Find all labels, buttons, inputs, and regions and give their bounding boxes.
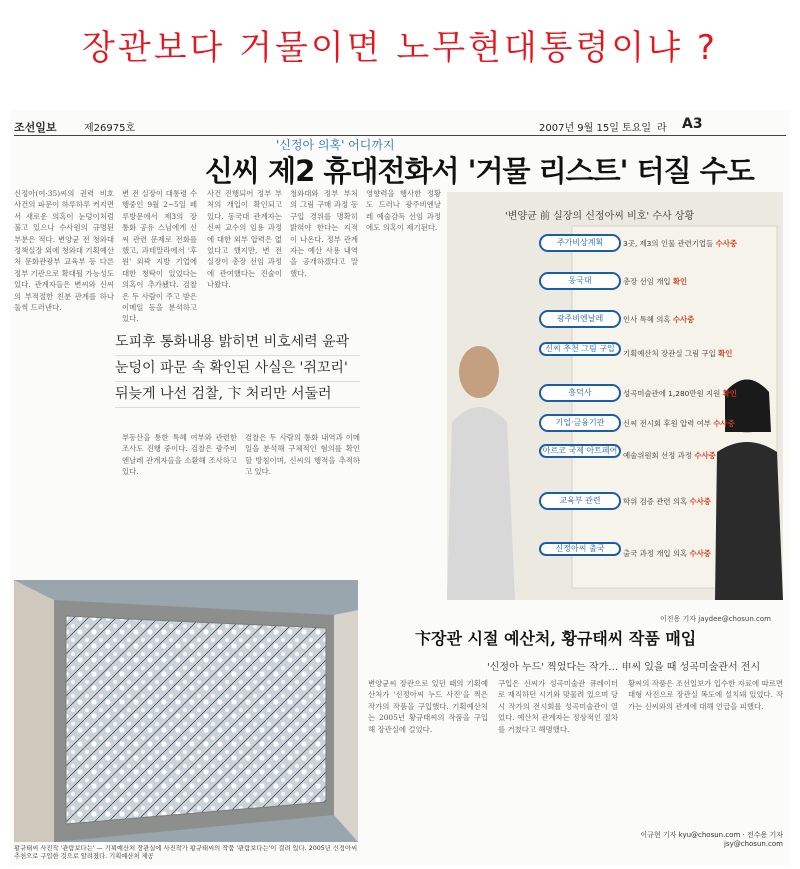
pull-quote (115, 330, 360, 428)
flow-detail: 3곳, 제3의 인물 관련기업들 수사중 (623, 239, 737, 248)
body-column-2: 변 전 실장이 대통령 수행중인 9월 2~5일 페루방문에서 제3의 장 통화 공유 스님에게 신씨 관련 문제로 전화를 했고, 과테말라에서 '후원' 외곽 지방 기업에 대한 청탁이 있었다는 의혹이 추가됐다. 검찰은 두 사람이 주고 받은 이메일 등을 분석하고 있다. (122, 189, 197, 323)
masthead (14, 117, 786, 136)
flow-detail: 신씨 전시회 후원 압력 여부 수사중 (623, 419, 735, 428)
kicker: '신정아 의혹' 어디까지 (276, 138, 395, 152)
pull-quote-line: 도피후 통화내용 밝히면 비호세력 윤곽 (115, 330, 360, 356)
flow-detail: 출국 과정 개입 의혹 수사중 (623, 549, 711, 558)
sub-kicker: '신정아 누드' 찍었다는 작가… 申씨 있을 때 성곡미술관서 전시 (487, 662, 761, 673)
flow-item: 흥덕사 (539, 384, 621, 402)
flow-detail: 총장 선임 개입 확인 (623, 277, 688, 286)
flow-item: 신정아씨 출국 (539, 542, 621, 556)
sub-body-column-2: 구입은 신씨가 성곡미술관 큐레이터로 재직하던 시기와 맞물려 있으며 당시 작가의 전시회를 성곡미술관이 열었다. 예산처 관계자는 정상적인 절차를 거쳤다고 해명했다. (498, 679, 618, 734)
graphic-title: '변양균 前 실장의 신정아씨 비호' 수사 상황 (505, 211, 695, 222)
flow-item: 광주비엔날레 (539, 310, 621, 328)
gallery-photo (14, 580, 358, 842)
sub-body-column-3: 황씨의 작품은 조선일보가 입수한 자료에 따르면 대형 사진으로 장관실 복도에 설치돼 있었다. 작가는 신씨와의 관계에 대해 언급을 피했다. (628, 679, 783, 711)
headline: 신씨 제2 휴대전화서 '거물 리스트' 터질 수도 (205, 154, 754, 188)
investigation-graphic (447, 192, 783, 600)
flow-detail: 기획예산처 장관실 그림 구입 확인 (623, 349, 733, 358)
flow-item: 교육부 관련 (539, 492, 621, 510)
paper-name: 조선일보 (14, 121, 57, 134)
body-column-1: 신정아(여·35)씨의 권력 비호 사건의 파문이 하루하루 커지면서 새로운 의혹이 눈덩이처럼 불고 있으나 수사원의 규명된 부분은 적다. 변양균 전 청와대 정책실장 외에 청와대 기획예산처 문화관광부 교육부 등 다른 정부 기관으로 확대될 가능성도 있다. 관계자들은 변씨와 신씨의 부적절한 친분 관계를 하나둘씩 드러낸다. (14, 189, 114, 313)
flow-item: 기업·금융기관 (539, 414, 621, 432)
flow-detail: 학위 검증 관련 의혹 수사중 (623, 497, 711, 506)
flow-item: 신씨 추천 그림 구입 (539, 342, 621, 356)
issue-number: 제26975호 (84, 123, 136, 134)
body-column-5: 영향력을 행사한 정황도 드러나 광주비엔날레 예술감독 선임 과정에도 의혹이 제기된다. (366, 189, 441, 233)
body-column-3: 사건 진행되어 정부 부처의 개입이 확인되고 있다. 동국대 관계자는 신씨 교수의 임용 과정에 대한 외부 압력은 없었다고 했지만, 변 전 실장이 총장 선임 과정에 관여했다는 진술이 나왔다. (207, 189, 282, 290)
pull-quote-line: 눈덩이 파문 속 확인된 사실은 '쥐꼬리' (115, 356, 360, 382)
photo-caption: 황규태씨 사진작 '관람보다는' — 기획예산처 장관실에 사진작가 황규태씨의 작품 '관람보다는'이 걸려 있다. 2005년 신정아씨 추천으로 구입한 것으로 알려졌다. 기획예산처 제공 (14, 845, 358, 860)
woman-coat (715, 442, 783, 600)
body-column-7: 검찰은 두 사람의 통화 내역과 이메일을 분석해 구체적인 혐의를 확인할 방침이며, 신씨의 행적을 추적하고 있다. (245, 433, 360, 477)
flow-item: 동국대 (539, 272, 621, 290)
issue-date: 2007년 9월 15일 토요일 (539, 123, 652, 134)
sub-body-column-1: 변양균씨 장관으로 있던 때의 기획예산처가 '신정아씨 누드 사진'을 찍은 작가의 작품을 구입했다. 기획예산처는 2005년 황규태씨의 작품을 구입해 장관실에 걸었다. (368, 679, 488, 734)
body-column-4: 청와대와 정부 부처의 그림 구매 과정 등 구입 경위를 명확히 밝혀야 한다는 지적이 나온다. 정부 관계자는 예산 사용 내역을 공개하겠다고 말했다. (290, 189, 358, 278)
sub-credit: 이규현 기자 kyu@chosun.com · 전수용 기자 jsy@chosun.com (640, 831, 783, 848)
body-column-6: 부동산을 통한 특혜 여부와 관련한 조사도 진행 중이다. 검찰은 광주비엔날레 관계자들을 소환해 조사하고 있다. (122, 433, 237, 477)
flow-detail: 인사 특혜 의혹 수사중 (623, 315, 695, 324)
page-number: A3 (682, 116, 703, 132)
flow-detail: 예술위원회 선정 과정 수사중 (623, 451, 716, 460)
section-label: 라 (657, 123, 667, 134)
man-shirt (447, 407, 515, 600)
pull-quote-line: 뒤늦게 나선 검찰, 卞 처리만 서둘러 (115, 382, 360, 408)
sub-headline: 卞장관 시절 예산처, 황규태씨 작품 매입 (415, 629, 697, 648)
man-face (459, 346, 499, 398)
flow-detail: 성곡미술관에 1,280만원 지원 확인 (623, 389, 737, 398)
gallery-photo-image (14, 580, 358, 842)
flow-item: 아르코 국제 아트페어 (539, 444, 621, 458)
graphic-credit: 이진용 기자 jaydee@chosun.com (660, 615, 771, 623)
flow-item: 주가비상계획 (539, 234, 621, 252)
top-caption: 장관보다 거물이면 노무현대통령이냐 ? (82, 28, 718, 68)
